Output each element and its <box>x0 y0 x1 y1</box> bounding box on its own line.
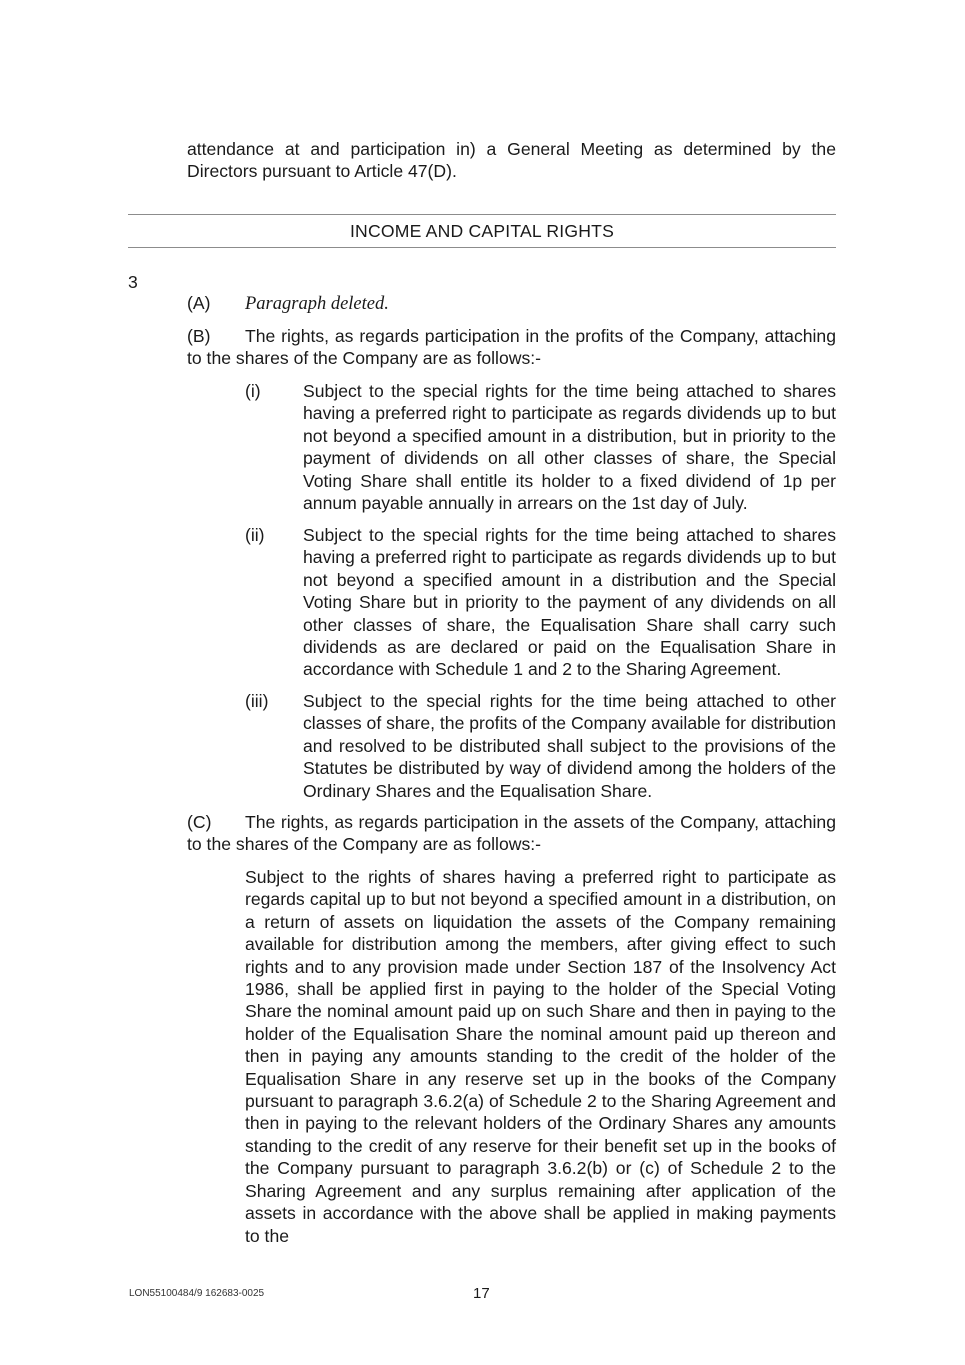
item-iii-label: (iii) <box>245 691 269 711</box>
paragraph-b-item-ii <box>245 524 836 681</box>
paragraph-b-item-i <box>245 380 836 514</box>
paragraph-c-body: Subject to the rights of shares having a preferred right to participate as regards capital up to but not beyond a specified amount in a distribution, on a return of assets on liquidation the assets of the Company remaining available for distribution among the members, after giving effect to such rights and to any provision made under Section 187 of the Insolvency Act 1986, shall be applied first in paying to the holder of the Special Voting Share the nominal amount paid up on such Share and then in paying to the holder of the Equalisation Share the nominal amount paid up thereon and then in paying any amounts standing to the credit of the holder of the Equalisation Share in any reserve set up in the books of the Company pursuant to paragraph 3.6.2(a) of Schedule 2 to the Sharing Agreement and then in paying to the relevant holders of the Ordinary Shares any amounts standing to the credit of any reserve for their benefit set up in the books of the Company pursuant to paragraph 3.6.2(b) or (c) of Schedule 2 to the Sharing Agreement and any surplus remaining after application of the assets in accordance with the above shall be applied in making payments to the <box>245 867 836 1246</box>
paragraph-b-text: The rights, as regards participation in the profits of the Company, attaching to the shares of the Company are as follows:- <box>187 326 836 369</box>
paragraph-b <box>187 325 836 370</box>
heading-top-rule <box>128 214 836 215</box>
heading-bottom-rule <box>128 247 836 248</box>
paragraph-b-item-iii <box>245 690 836 802</box>
paragraph-a <box>187 292 836 315</box>
paragraph-c <box>187 811 836 856</box>
item-i-label: (i) <box>245 381 261 401</box>
clause-number: 3 <box>128 272 138 292</box>
paragraph-c-text: The rights, as regards participation in the assets of the Company, attaching to the shares of the Company are as follows:- <box>187 812 836 855</box>
section-heading: INCOME AND CAPITAL RIGHTS <box>349 221 615 241</box>
intro-paragraph: attendance at and participation in) a General Meeting as determined by the Directors pursuant to Article 47(D). <box>187 139 836 182</box>
paragraph-b-label: (B) <box>187 326 211 346</box>
footer-document-reference: LON55100484/9 162683-0025 <box>129 1288 265 1299</box>
page-number: 17 <box>473 1285 490 1302</box>
item-ii-text: Subject to the special rights for the time being attached to shares having a preferred right to participate as regards dividends up to but not beyond a specified amount in a distribution and the Special Voting Share but in priority to the payment of any dividends on all other classes of share, the Equalisation Share shall carry such dividends as are declared or paid on the Equalisation Share in accordance with Schedule 1 and 2 to the Sharing Agreement. <box>303 525 836 680</box>
item-iii-text: Subject to the special rights for the time being attached to other classes of share, the profits of the Company available for distribution and resolved to be distributed shall subject to the provisions of the Statutes be distributed by way of dividend among the holders of the Ordinary Shares and the Equalisation Share. <box>303 691 836 801</box>
paragraph-a-text: Paragraph deleted. <box>245 294 389 314</box>
item-ii-label: (ii) <box>245 525 265 545</box>
paragraph-c-label: (C) <box>187 812 212 832</box>
item-i-text: Subject to the special rights for the time being attached to shares having a preferred right to participate as regards dividends up to but not beyond a specified amount in a distribution, but in priority to the payment of dividends on all other classes of share, the Special Voting Share shall entitle its holder to a fixed dividend of 1p per annum payable annually in arrears on the 1st day of July. <box>303 381 836 514</box>
paragraph-a-label: (A) <box>187 293 211 313</box>
